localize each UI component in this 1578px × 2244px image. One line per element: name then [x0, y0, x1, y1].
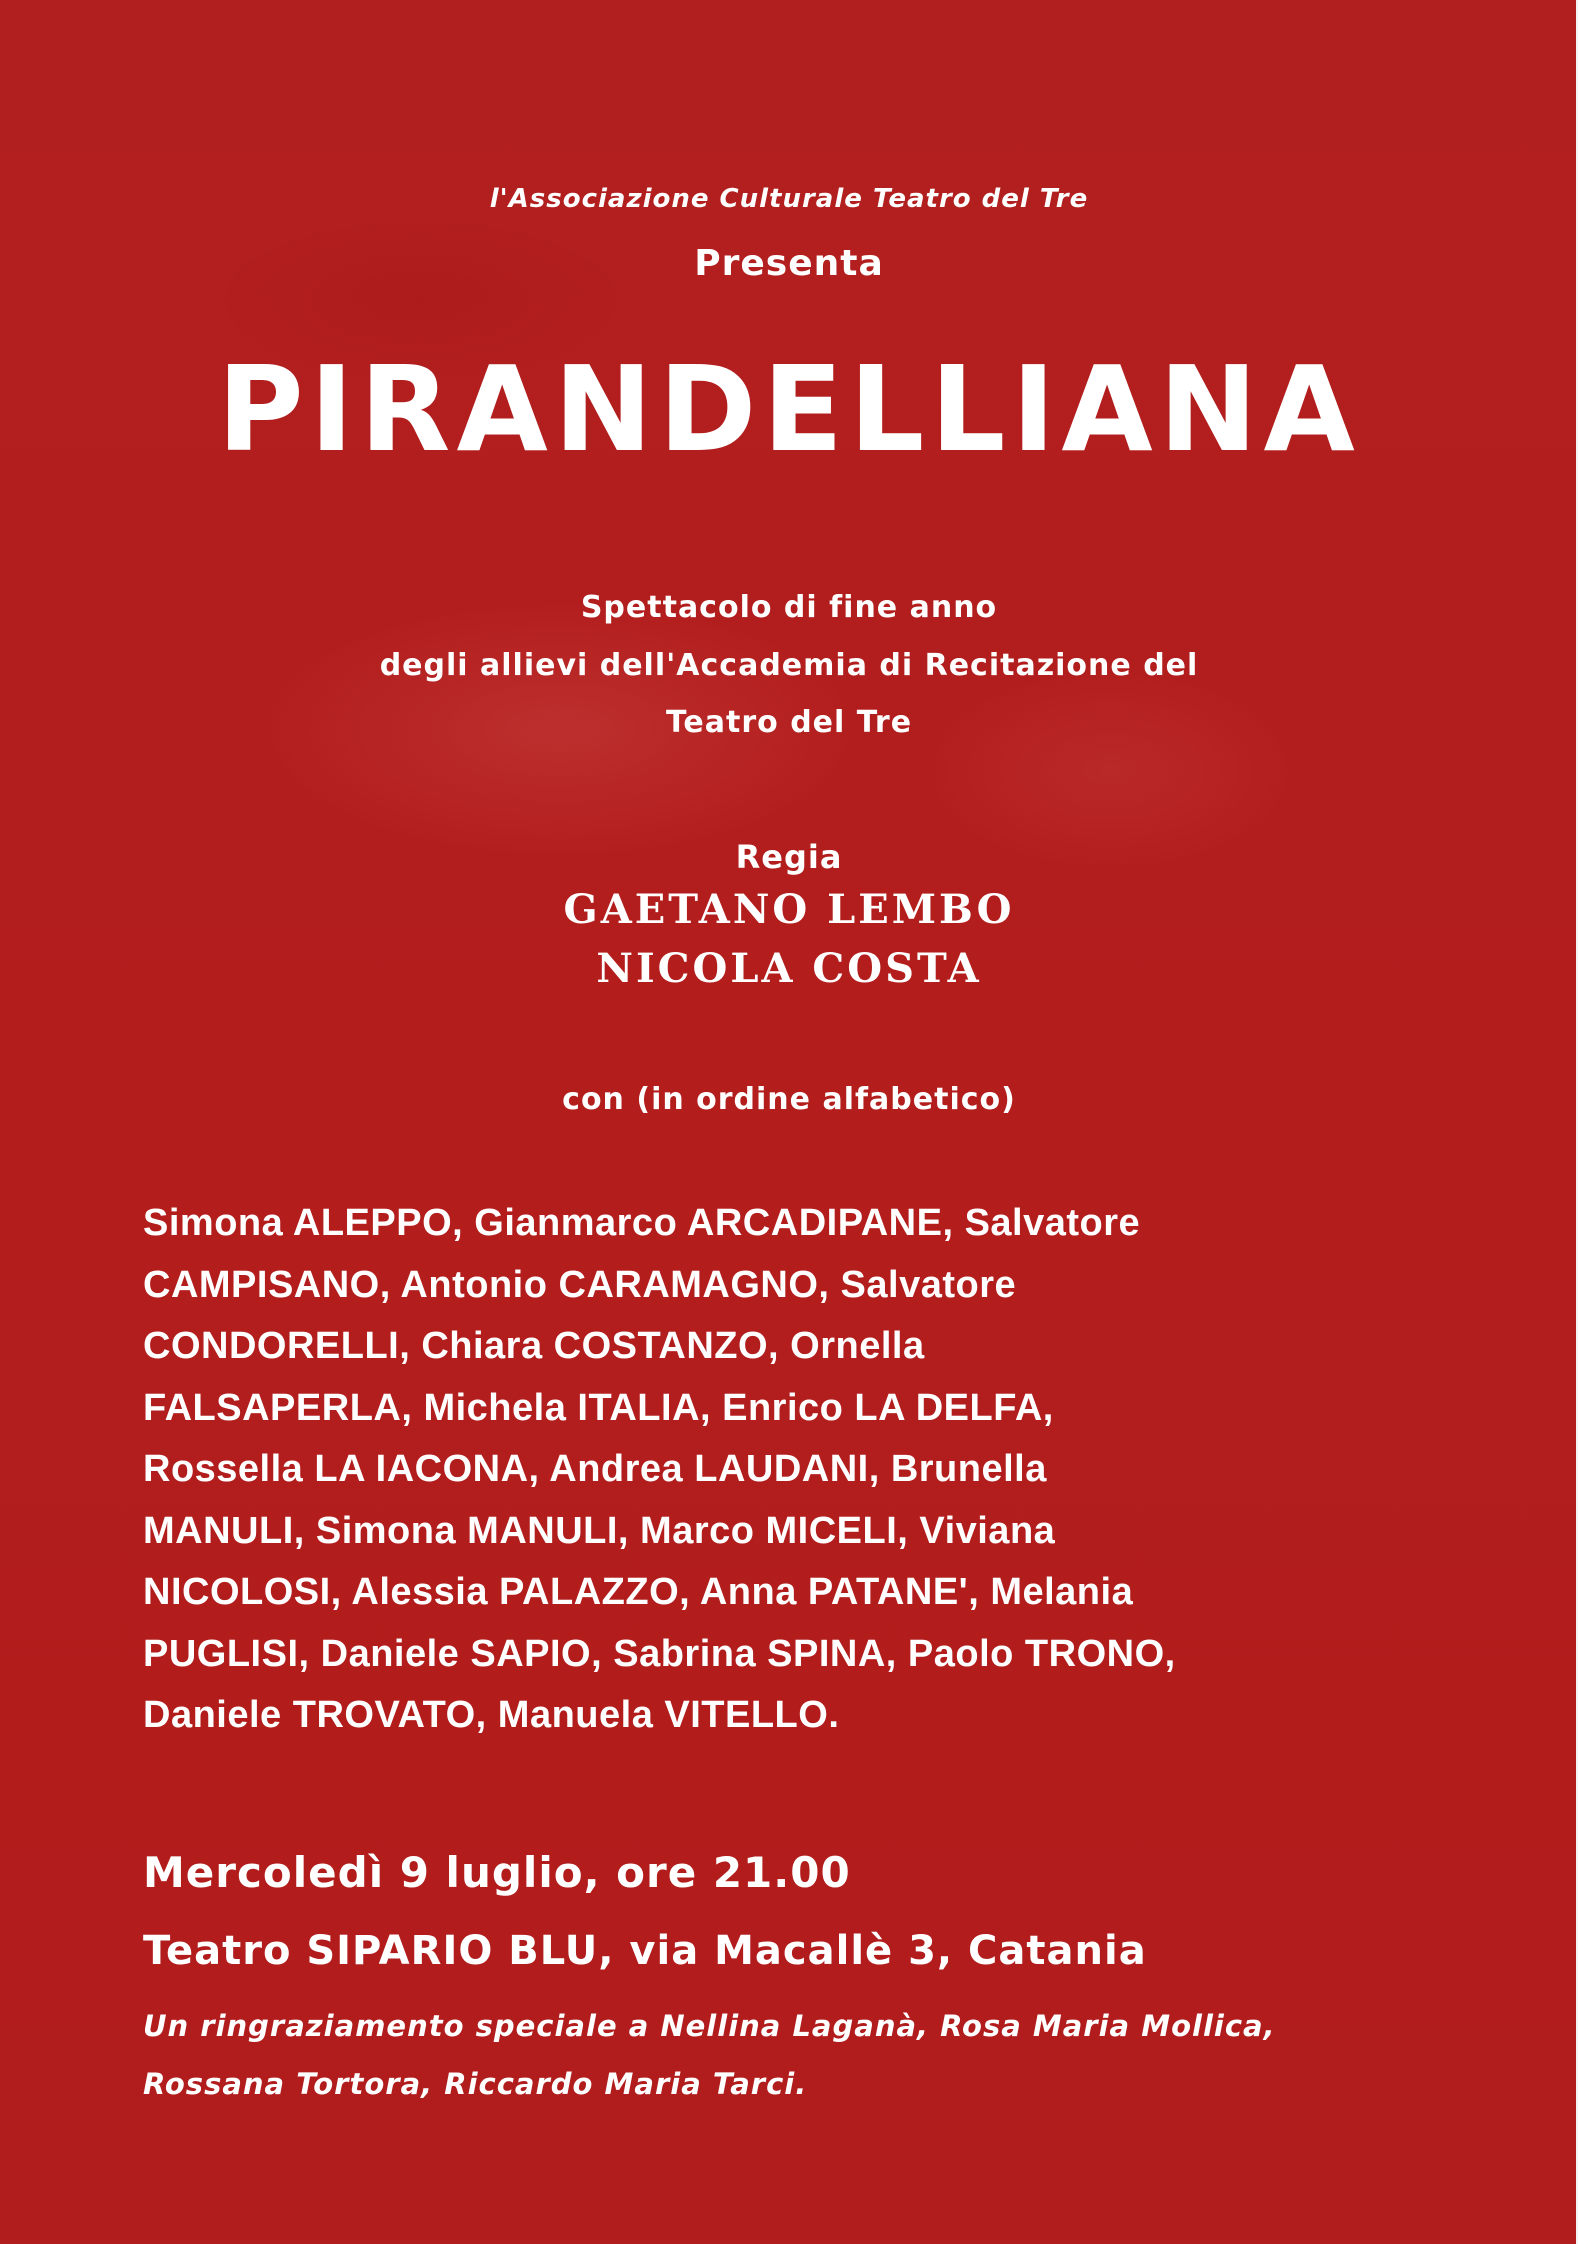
cast-line: CONDORELLI, Chiara COSTANZO, Ornella [143, 1325, 925, 1367]
cast-line: Daniele TROVATO, Manuela VITELLO. [143, 1694, 840, 1736]
subtitle-line: Spettacolo di fine anno [580, 590, 998, 625]
presents-label: Presenta [694, 243, 884, 284]
director-name: GAETANO LEMBO [563, 886, 1015, 933]
association-name: l'Associazione Culturale Teatro del Tre [489, 184, 1089, 214]
cast-list [143, 1193, 1523, 1747]
show-title: PIRANDELLIANA [217, 340, 1361, 478]
cast-line: NICOLOSI, Alessia PALAZZO, Anna PATANE', Melania [143, 1571, 1134, 1613]
cast-label: con (in ordine alfabetico) [562, 1082, 1016, 1117]
cast-line: MANULI, Simona MANULI, Marco MICELI, Viviana [143, 1509, 1056, 1552]
subtitle-line: Teatro del Tre [665, 705, 913, 740]
cast-line: CAMPISANO, Antonio CARAMAGNO, Salvatore [143, 1263, 1017, 1306]
event-date: Mercoledì 9 luglio, ore 21.00 [143, 1848, 851, 1897]
director-name: NICOLA COSTA [596, 945, 982, 992]
cast-line: PUGLISI, Daniele SAPIO, Sabrina SPINA, Paolo TRONO, [143, 1632, 1176, 1675]
thanks-line: Un ringraziamento speciale a Nellina Laganà, Rosa Maria Mollica, [143, 2009, 1276, 2043]
cast-line: Rossella LA IACONA, Andrea LAUDANI, Brunella [143, 1448, 1047, 1490]
direction-label: Regia [735, 838, 843, 876]
cast-line: Simona ALEPPO, Gianmarco ARCADIPANE, Salvatore [143, 1202, 1141, 1244]
subtitle-line: degli allievi dell'Accademia di Recitazione del [379, 648, 1199, 683]
cast-line: FALSAPERLA, Michela ITALIA, Enrico LA DELFA, [143, 1386, 1054, 1429]
thanks-line: Rossana Tortora, Riccardo Maria Tarci. [143, 2067, 808, 2101]
event-venue: Teatro SIPARIO BLU, via Macallè 3, Catania [143, 1928, 1147, 1974]
